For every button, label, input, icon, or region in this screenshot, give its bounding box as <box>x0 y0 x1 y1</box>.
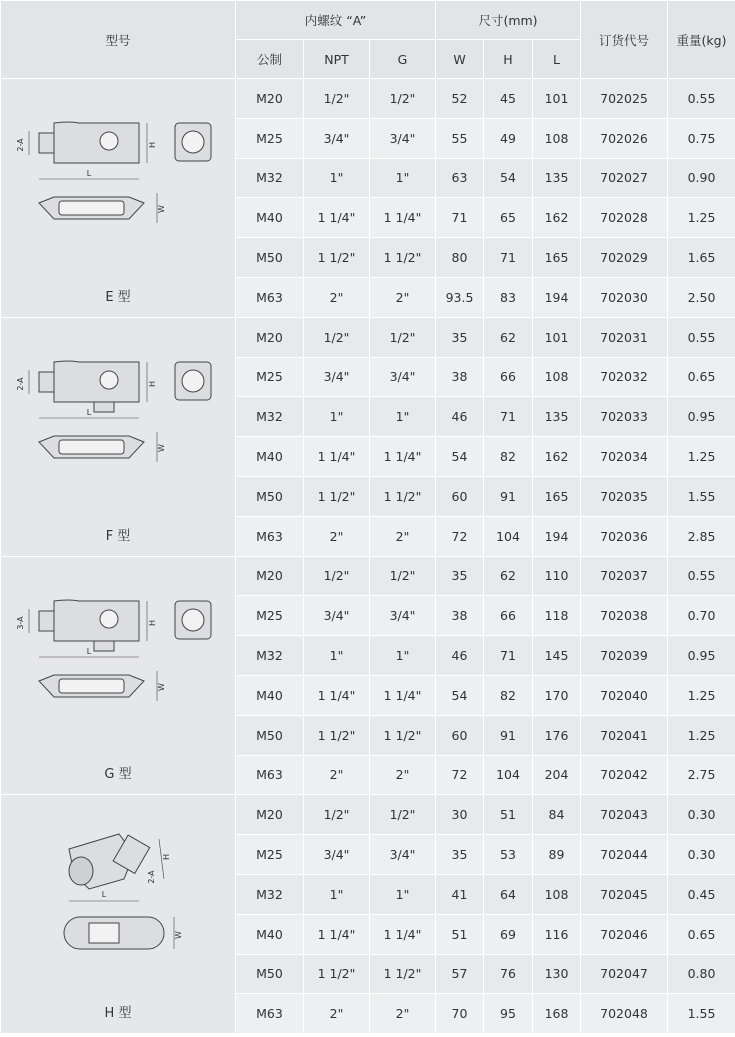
cell-weight: 1.55 <box>668 476 735 516</box>
cell-npt: 3/4" <box>304 596 370 636</box>
model-type-label: H 型 <box>104 1006 132 1022</box>
cell-g: 3/4" <box>370 357 436 397</box>
cell-npt: 2" <box>304 994 370 1034</box>
cell-l: 194 <box>533 277 581 317</box>
cell-l: 118 <box>533 596 581 636</box>
cell-l: 165 <box>533 238 581 278</box>
cell-npt: 1/2" <box>304 556 370 596</box>
cell-h: 54 <box>484 158 533 198</box>
cell-l: 101 <box>533 79 581 119</box>
cell-npt: 1/2" <box>304 79 370 119</box>
header-g: G <box>370 40 436 79</box>
cell-h: 71 <box>484 397 533 437</box>
cell-h: 45 <box>484 79 533 119</box>
cell-h: 82 <box>484 675 533 715</box>
cell-g: 1/2" <box>370 79 436 119</box>
cell-npt: 2" <box>304 516 370 556</box>
cell-weight: 0.70 <box>668 596 735 636</box>
cell-code: 702036 <box>581 516 668 556</box>
cell-npt: 1 1/4" <box>304 675 370 715</box>
cell-w: 57 <box>436 954 484 994</box>
cell-npt: 1 1/2" <box>304 715 370 755</box>
cell-h: 95 <box>484 994 533 1034</box>
header-weight: 重量(kg) <box>668 1 735 79</box>
dimension-label: L <box>86 407 92 417</box>
cell-metric: M63 <box>236 516 304 556</box>
cell-weight: 0.55 <box>668 317 735 357</box>
dimension-label: H <box>148 380 157 387</box>
cell-g: 3/4" <box>370 118 436 158</box>
cell-h: 65 <box>484 198 533 238</box>
cell-g: 1" <box>370 397 436 437</box>
cell-metric: M32 <box>236 158 304 198</box>
cell-h: 104 <box>484 755 533 795</box>
cell-code: 702028 <box>581 198 668 238</box>
cell-npt: 3/4" <box>304 357 370 397</box>
cell-npt: 1" <box>304 158 370 198</box>
cell-g: 3/4" <box>370 835 436 875</box>
cell-code: 702027 <box>581 158 668 198</box>
cell-code: 702025 <box>581 79 668 119</box>
cell-w: 35 <box>436 835 484 875</box>
cell-code: 702046 <box>581 914 668 954</box>
cell-code: 702041 <box>581 715 668 755</box>
cell-npt: 1" <box>304 636 370 676</box>
cell-metric: M32 <box>236 874 304 914</box>
model-type-label: E 型 <box>105 289 131 305</box>
model-drawing-cell <box>1 556 236 795</box>
cell-npt: 2" <box>304 755 370 795</box>
cell-l: 101 <box>533 317 581 357</box>
cell-metric: M32 <box>236 636 304 676</box>
dimension-label: L <box>101 890 107 900</box>
cell-h: 66 <box>484 357 533 397</box>
dimension-label: 2-A <box>147 870 156 884</box>
cell-code: 702039 <box>581 636 668 676</box>
cell-w: 52 <box>436 79 484 119</box>
cell-npt: 1/2" <box>304 795 370 835</box>
cell-l: 110 <box>533 556 581 596</box>
cell-metric: M20 <box>236 317 304 357</box>
product-drawing <box>9 332 229 482</box>
cell-weight: 1.25 <box>668 437 735 477</box>
cell-code: 702042 <box>581 755 668 795</box>
cell-weight: 0.65 <box>668 914 735 954</box>
dimension-label: H <box>148 619 157 626</box>
cell-metric: M25 <box>236 835 304 875</box>
cell-w: 46 <box>436 397 484 437</box>
model-drawing-cell <box>1 79 236 318</box>
cell-h: 66 <box>484 596 533 636</box>
cell-w: 71 <box>436 198 484 238</box>
cell-l: 204 <box>533 755 581 795</box>
cell-l: 108 <box>533 874 581 914</box>
cell-w: 72 <box>436 516 484 556</box>
cell-h: 91 <box>484 715 533 755</box>
cell-l: 194 <box>533 516 581 556</box>
cell-l: 130 <box>533 954 581 994</box>
cell-g: 1" <box>370 158 436 198</box>
cell-npt: 1" <box>304 397 370 437</box>
cell-npt: 2" <box>304 277 370 317</box>
cell-l: 162 <box>533 437 581 477</box>
cell-h: 71 <box>484 238 533 278</box>
cell-g: 1/2" <box>370 556 436 596</box>
table-row <box>1 317 735 357</box>
cell-g: 1 1/2" <box>370 954 436 994</box>
cell-w: 46 <box>436 636 484 676</box>
dimension-label: 2-A <box>16 377 25 391</box>
cell-w: 72 <box>436 755 484 795</box>
table-row <box>1 556 735 596</box>
cell-npt: 1 1/2" <box>304 238 370 278</box>
cell-h: 69 <box>484 914 533 954</box>
cell-w: 51 <box>436 914 484 954</box>
cell-metric: M40 <box>236 437 304 477</box>
cell-code: 702033 <box>581 397 668 437</box>
cell-h: 64 <box>484 874 533 914</box>
header-w: W <box>436 40 484 79</box>
cell-w: 54 <box>436 675 484 715</box>
cell-w: 93.5 <box>436 277 484 317</box>
cell-code: 702044 <box>581 835 668 875</box>
cell-metric: M50 <box>236 476 304 516</box>
cell-g: 2" <box>370 277 436 317</box>
dimension-label: L <box>86 646 92 656</box>
cell-npt: 1 1/4" <box>304 198 370 238</box>
cell-weight: 0.55 <box>668 79 735 119</box>
cell-metric: M40 <box>236 198 304 238</box>
cell-w: 60 <box>436 476 484 516</box>
cell-npt: 1 1/4" <box>304 437 370 477</box>
cell-code: 702047 <box>581 954 668 994</box>
cell-l: 170 <box>533 675 581 715</box>
cell-h: 83 <box>484 277 533 317</box>
cell-weight: 2.75 <box>668 755 735 795</box>
cell-h: 49 <box>484 118 533 158</box>
cell-code: 702045 <box>581 874 668 914</box>
cell-weight: 1.65 <box>668 238 735 278</box>
cell-w: 54 <box>436 437 484 477</box>
cell-l: 135 <box>533 397 581 437</box>
cell-w: 30 <box>436 795 484 835</box>
cell-l: 84 <box>533 795 581 835</box>
cell-code: 702040 <box>581 675 668 715</box>
cell-g: 1" <box>370 636 436 676</box>
dimension-label: L <box>86 169 92 178</box>
cell-h: 91 <box>484 476 533 516</box>
cell-g: 1 1/2" <box>370 476 436 516</box>
cell-code: 702034 <box>581 437 668 477</box>
cell-w: 41 <box>436 874 484 914</box>
header-thread: 内螺纹 “A” <box>236 1 436 40</box>
dimension-label: 2-A <box>16 138 25 152</box>
cell-h: 82 <box>484 437 533 477</box>
cell-weight: 0.30 <box>668 835 735 875</box>
cell-h: 62 <box>484 556 533 596</box>
cell-h: 104 <box>484 516 533 556</box>
cell-metric: M32 <box>236 397 304 437</box>
cell-g: 2" <box>370 516 436 556</box>
cell-g: 1" <box>370 874 436 914</box>
cell-w: 55 <box>436 118 484 158</box>
cell-metric: M63 <box>236 277 304 317</box>
dimension-label: H <box>162 854 171 861</box>
cell-l: 116 <box>533 914 581 954</box>
product-drawing <box>9 571 229 721</box>
cell-w: 80 <box>436 238 484 278</box>
dimension-label: 3-A <box>16 615 25 630</box>
cell-code: 702032 <box>581 357 668 397</box>
cell-g: 2" <box>370 755 436 795</box>
cell-npt: 1 1/2" <box>304 476 370 516</box>
header-order-code: 订货代号 <box>581 1 668 79</box>
header-l: L <box>533 40 581 79</box>
cell-weight: 0.30 <box>668 795 735 835</box>
cell-w: 70 <box>436 994 484 1034</box>
cell-npt: 1 1/4" <box>304 914 370 954</box>
cell-h: 76 <box>484 954 533 994</box>
cell-l: 145 <box>533 636 581 676</box>
product-drawing <box>9 93 229 243</box>
cell-metric: M50 <box>236 238 304 278</box>
cell-l: 108 <box>533 118 581 158</box>
cell-g: 1/2" <box>370 795 436 835</box>
cell-weight: 0.90 <box>668 158 735 198</box>
header-npt: NPT <box>304 40 370 79</box>
cell-weight: 2.85 <box>668 516 735 556</box>
cell-code: 702043 <box>581 795 668 835</box>
cell-weight: 0.45 <box>668 874 735 914</box>
cell-weight: 0.95 <box>668 397 735 437</box>
cell-weight: 1.55 <box>668 994 735 1034</box>
cell-metric: M40 <box>236 675 304 715</box>
dimension-label: W <box>174 931 183 940</box>
cell-npt: 3/4" <box>304 118 370 158</box>
cell-l: 108 <box>533 357 581 397</box>
cell-code: 702026 <box>581 118 668 158</box>
table-row <box>1 795 735 835</box>
cell-metric: M20 <box>236 795 304 835</box>
cell-npt: 1 1/2" <box>304 954 370 994</box>
cell-code: 702035 <box>581 476 668 516</box>
cell-g: 1 1/2" <box>370 238 436 278</box>
cell-code: 702031 <box>581 317 668 357</box>
cell-w: 35 <box>436 317 484 357</box>
cell-metric: M25 <box>236 596 304 636</box>
cell-weight: 0.65 <box>668 357 735 397</box>
header-h: H <box>484 40 533 79</box>
dimension-label: W <box>157 443 166 452</box>
spec-table-body <box>1 79 735 1034</box>
cell-g: 1 1/4" <box>370 198 436 238</box>
cell-h: 62 <box>484 317 533 357</box>
dimension-label: H <box>148 141 157 149</box>
cell-metric: M63 <box>236 755 304 795</box>
cell-code: 702037 <box>581 556 668 596</box>
cell-g: 1 1/4" <box>370 437 436 477</box>
cell-code: 702038 <box>581 596 668 636</box>
cell-h: 71 <box>484 636 533 676</box>
cell-g: 2" <box>370 994 436 1034</box>
cell-weight: 1.25 <box>668 675 735 715</box>
cell-metric: M25 <box>236 118 304 158</box>
cell-l: 176 <box>533 715 581 755</box>
cell-metric: M63 <box>236 994 304 1034</box>
cell-g: 3/4" <box>370 596 436 636</box>
cell-weight: 0.80 <box>668 954 735 994</box>
cell-metric: M50 <box>236 954 304 994</box>
dimension-label: W <box>157 682 166 691</box>
cell-g: 1 1/4" <box>370 914 436 954</box>
cell-code: 702030 <box>581 277 668 317</box>
cell-w: 38 <box>436 357 484 397</box>
header-size: 尺寸(mm) <box>436 1 581 40</box>
cell-weight: 0.55 <box>668 556 735 596</box>
cell-h: 53 <box>484 835 533 875</box>
model-type-label: F 型 <box>105 528 131 544</box>
cell-code: 702029 <box>581 238 668 278</box>
cell-l: 165 <box>533 476 581 516</box>
cell-l: 168 <box>533 994 581 1034</box>
cell-weight: 1.25 <box>668 715 735 755</box>
cell-weight: 2.50 <box>668 277 735 317</box>
cell-g: 1/2" <box>370 317 436 357</box>
model-drawing-cell <box>1 795 236 1034</box>
cell-metric: M20 <box>236 556 304 596</box>
table-row <box>1 79 735 119</box>
cell-g: 1 1/4" <box>370 675 436 715</box>
cell-h: 51 <box>484 795 533 835</box>
cell-w: 63 <box>436 158 484 198</box>
header-metric: 公制 <box>236 40 304 79</box>
cell-weight: 0.95 <box>668 636 735 676</box>
cell-npt: 1/2" <box>304 317 370 357</box>
model-type-label: G 型 <box>104 767 132 783</box>
cell-npt: 3/4" <box>304 835 370 875</box>
cell-metric: M50 <box>236 715 304 755</box>
dimension-label: W <box>157 205 166 213</box>
cell-weight: 0.75 <box>668 118 735 158</box>
cell-g: 1 1/2" <box>370 715 436 755</box>
model-drawing-cell <box>1 317 236 556</box>
cell-l: 162 <box>533 198 581 238</box>
cell-w: 35 <box>436 556 484 596</box>
cell-npt: 1" <box>304 874 370 914</box>
cell-weight: 1.25 <box>668 198 735 238</box>
header-model: 型号 <box>1 1 236 79</box>
product-drawing <box>9 809 229 959</box>
cell-w: 38 <box>436 596 484 636</box>
cell-metric: M25 <box>236 357 304 397</box>
cell-code: 702048 <box>581 994 668 1034</box>
cell-metric: M40 <box>236 914 304 954</box>
cell-l: 135 <box>533 158 581 198</box>
cell-w: 60 <box>436 715 484 755</box>
cell-l: 89 <box>533 835 581 875</box>
cell-metric: M20 <box>236 79 304 119</box>
